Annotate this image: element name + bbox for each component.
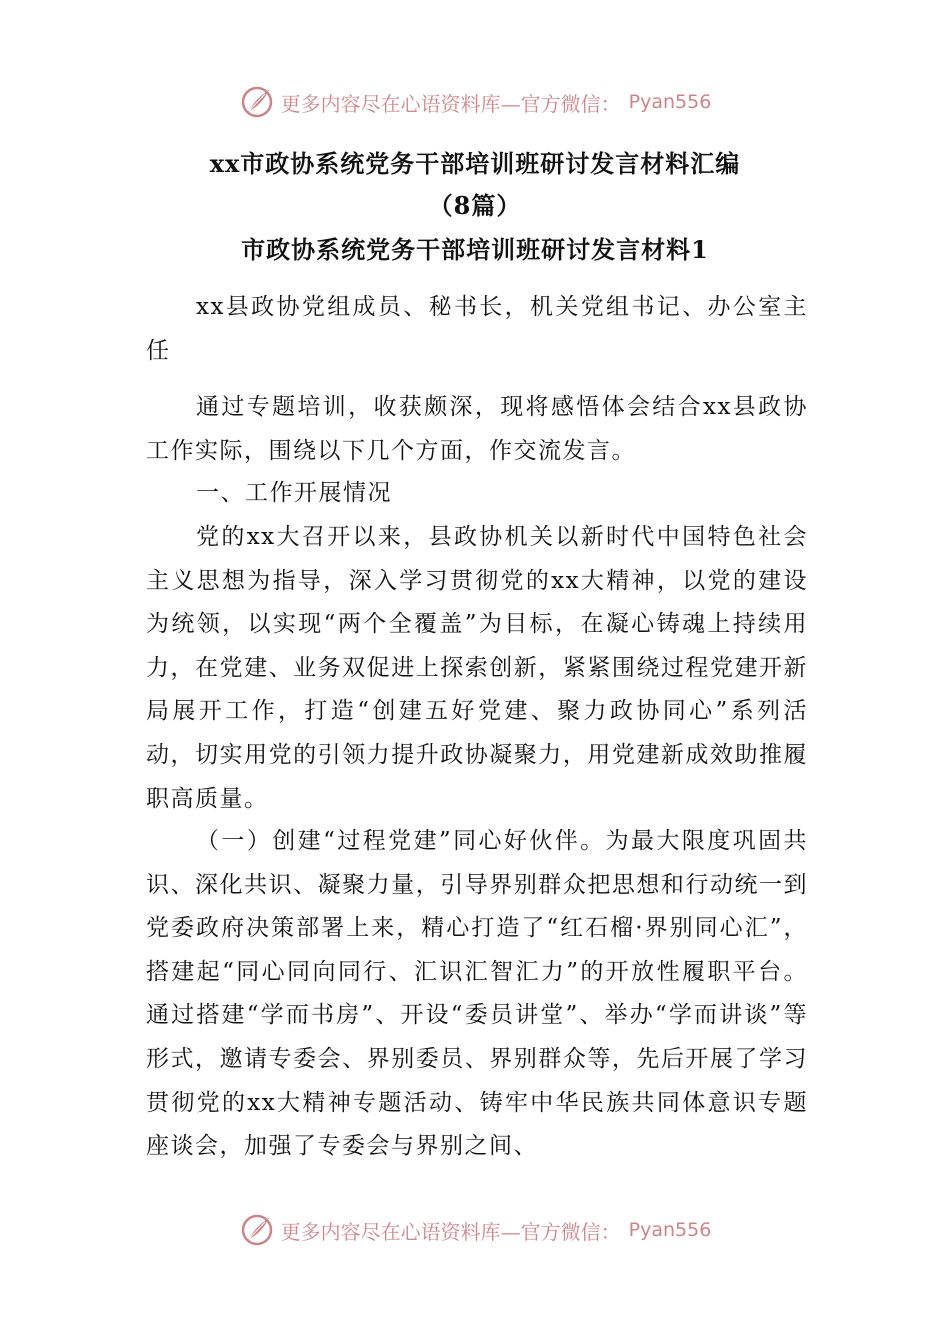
feather-logo-icon xyxy=(239,84,275,120)
watermark-text: 更多内容尽在心语资料库—官方微信： xyxy=(280,91,621,116)
watermark-wechat-id: Pyan556 xyxy=(628,1219,712,1241)
document-title: xx市政协系统党务干部培训班研讨发言材料汇编 xyxy=(209,149,741,178)
header-watermark xyxy=(0,82,950,122)
intro-paragraph: 通过专题培训，收获颇深，现将感悟体会结合xx县政协工作实际，围绕以下几个方面，作交流发言。 xyxy=(146,394,808,464)
author-paragraph: xx县政协党组成员、秘书长，机关党组书记、办公室主任 xyxy=(146,294,808,364)
main-paragraph-block xyxy=(146,516,808,821)
main-paragraph: 党的xx大召开以来，县政协机关以新时代中国特色社会主义思想为指导，深入学习贯彻党的xx大精神，以党的建设为统领，以实现“两个全覆盖”为目标，在凝心铸魂上持续用力，在党建、业务双促进上探索创新，紧紧围绕过程党建开新局展开工作，打造“创建五好党建、聚力政协同心”系列活动，切实用党的引领力提升政协凝聚力，用党建新成效助推履职高质量。 xyxy=(146,524,808,812)
feather-logo-icon xyxy=(239,1212,275,1248)
intro-block xyxy=(146,386,808,473)
watermark-wechat-id: Pyan556 xyxy=(628,91,712,113)
footer-watermark xyxy=(0,1210,950,1250)
sub-paragraph: （一）创建“过程党建”同心好伙伴。为最大限度巩固共识、深化共识、凝聚力量，引导界别群众把思想和行动统一到党委政府决策部署上来，精心打造了“红石榴·界别同心汇”，搭建起“同心同向同行、汇识汇智汇力”的开放性履职平台。通过搭建“学而书房”、开设“委员讲堂”、举办“学而讲谈”等形式，邀请专委会、界别委员、界别群众等，先后开展了学习贯彻党的xx大精神专题活动、铸牢中华民族共同体意识专题座谈会，加强了专委会与界别之间、 xyxy=(146,828,808,1160)
sub-paragraph-block xyxy=(146,820,808,1169)
section-title: 市政协系统党务干部培训班研讨发言材料1 xyxy=(241,235,709,264)
section-heading: 一、工作开展情况 xyxy=(196,480,392,506)
author-line xyxy=(146,286,808,373)
document-subtitle-count: （8篇） xyxy=(428,191,522,220)
watermark-text: 更多内容尽在心语资料库—官方微信： xyxy=(280,1219,621,1244)
section-heading-block xyxy=(146,472,808,516)
